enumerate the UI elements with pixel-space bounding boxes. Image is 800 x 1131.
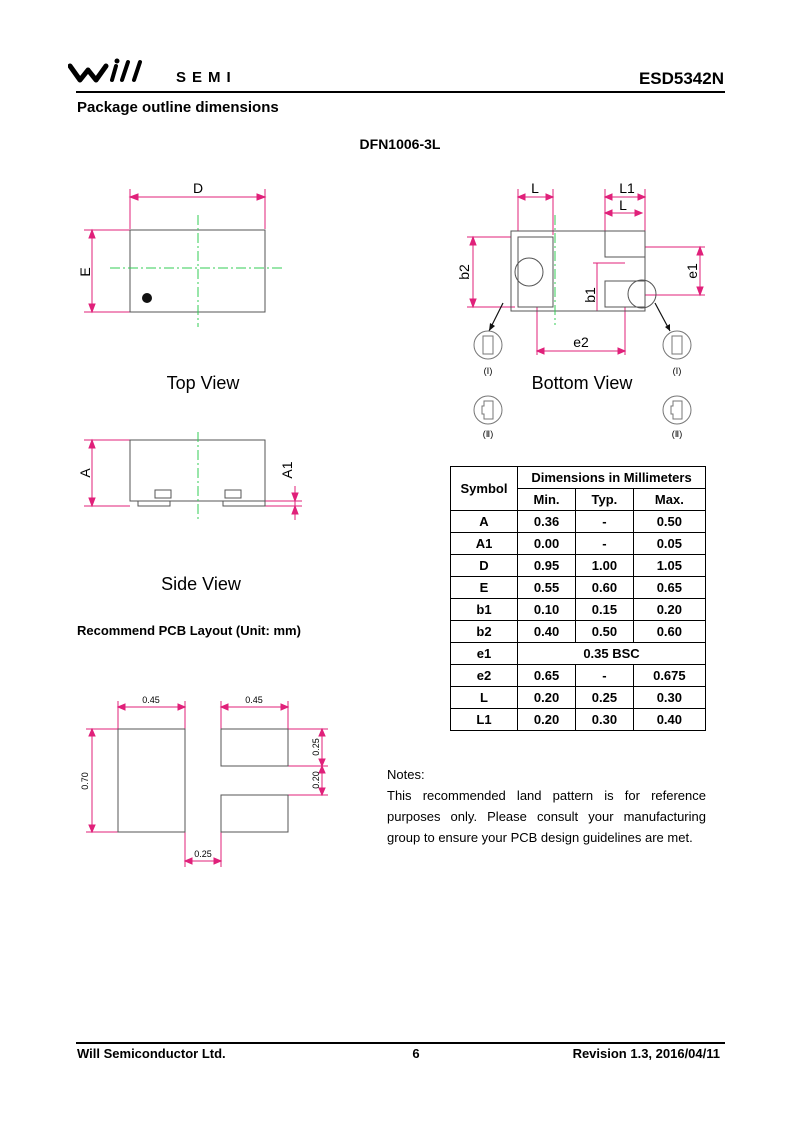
part-number: ESD5342N (638, 69, 724, 88)
footer-revision: Revision 1.3, 2016/04/11 (572, 1046, 720, 1061)
cell-typ: 1.00 (576, 555, 634, 577)
top-view-drawing (70, 175, 310, 395)
table-row (451, 665, 706, 687)
cell-max: 0.675 (633, 665, 705, 687)
pin-variant-2-left: (Ⅱ) (482, 429, 494, 439)
brand-text: SEMI (176, 69, 237, 86)
footer-rule (76, 1042, 725, 1044)
dim-label-A: A (77, 468, 93, 478)
dim-label-b2: b2 (456, 264, 472, 280)
cell-typ: 0.30 (576, 709, 634, 731)
pcb-dim-height: 0.70 (80, 772, 90, 790)
cell-max: 0.05 (633, 533, 705, 555)
dim-label-E: E (77, 267, 93, 277)
cell-symbol: e2 (451, 665, 518, 687)
dim-label-e2: e2 (573, 334, 589, 350)
cell-min: 0.95 (518, 555, 576, 577)
notes-block (387, 764, 706, 848)
cell-symbol: A (451, 511, 518, 533)
cell-max: 0.50 (633, 511, 705, 533)
dimensions-table (450, 466, 706, 731)
package-title: DFN1006-3L (359, 136, 441, 152)
footer-company: Will Semiconductor Ltd. (77, 1046, 226, 1061)
cell-max: 1.05 (633, 555, 705, 577)
pcb-dim-left-width: 0.45 (142, 695, 160, 705)
cell-symbol: L1 (451, 709, 518, 731)
cell-min: 0.40 (518, 621, 576, 643)
cell-symbol: e1 (451, 643, 518, 665)
table-row (451, 709, 706, 731)
cell-typ: 0.25 (576, 687, 634, 709)
col-typ-header: Typ. (576, 489, 634, 511)
cell-max: 0.40 (633, 709, 705, 731)
notes-body: This recommended land pattern is for reference purposes only. Please consult your manufacturing group to ensure your PCB design guidelines are met. (387, 788, 706, 845)
table-row (451, 599, 706, 621)
cell-symbol: A1 (451, 533, 518, 555)
side-view-drawing (70, 430, 310, 600)
symbol-header: Symbol (451, 467, 518, 511)
cell-min: 0.00 (518, 533, 576, 555)
col-min-header: Min. (518, 489, 576, 511)
dim-label-L-inner: L (619, 197, 627, 213)
bottom-view-drawing (455, 175, 715, 445)
cell-typ: - (576, 511, 634, 533)
pcb-dim-right-width: 0.45 (245, 695, 263, 705)
cell-symbol: b1 (451, 599, 518, 621)
table-row (451, 511, 706, 533)
table-row (451, 621, 706, 643)
cell-max: 0.60 (633, 621, 705, 643)
dim-label-D: D (192, 180, 204, 196)
pin-variant-1-left: (Ⅰ) (483, 366, 493, 376)
cell-min: 0.65 (518, 665, 576, 687)
company-logo (68, 58, 168, 86)
cell-min: 0.10 (518, 599, 576, 621)
col-max-header: Max. (633, 489, 705, 511)
table-row (451, 643, 706, 665)
cell-min: 0.36 (518, 511, 576, 533)
pcb-layout-title: Recommend PCB Layout (Unit: mm) (77, 623, 301, 638)
pcb-dim-spacing: 0.25 (194, 849, 212, 859)
cell-min: 0.20 (518, 687, 576, 709)
cell-max: 0.20 (633, 599, 705, 621)
pcb-dim-pad-gap: 0.20 (311, 771, 321, 789)
dim-label-e1: e1 (684, 263, 700, 279)
bottom-view-caption: Bottom View (531, 373, 633, 393)
dim-label-A1: A1 (279, 461, 295, 479)
table-row (451, 533, 706, 555)
table-row (451, 687, 706, 709)
group-header: Dimensions in Millimeters (518, 467, 706, 489)
cell-typ: 0.50 (576, 621, 634, 643)
cell-min: 0.55 (518, 577, 576, 599)
cell-typ: - (576, 665, 634, 687)
cell-max: 0.65 (633, 577, 705, 599)
cell-max: 0.30 (633, 687, 705, 709)
dim-label-b1: b1 (582, 287, 598, 303)
dim-label-L1: L1 (619, 180, 635, 196)
pcb-dim-pad-height: 0.25 (311, 738, 321, 756)
cell-typ: 0.60 (576, 577, 634, 599)
cell-symbol: b2 (451, 621, 518, 643)
pcb-layout-drawing (70, 685, 370, 875)
pin-variant-2-right: (Ⅱ) (671, 429, 683, 439)
dim-label-L: L (531, 180, 539, 196)
side-view-caption: Side View (161, 574, 241, 594)
header-rule (76, 91, 725, 93)
table-row (451, 555, 706, 577)
notes-title: Notes: (387, 767, 425, 782)
pin-variant-1-right: (Ⅰ) (672, 366, 682, 376)
cell-typ: - (576, 533, 634, 555)
cell-symbol: E (451, 577, 518, 599)
table-row (451, 577, 706, 599)
cell-symbol: L (451, 687, 518, 709)
cell-bsc-value: 0.35 BSC (518, 643, 706, 665)
cell-symbol: D (451, 555, 518, 577)
cell-min: 0.20 (518, 709, 576, 731)
cell-typ: 0.15 (576, 599, 634, 621)
footer-page-number: 6 (412, 1046, 420, 1061)
top-view-caption: Top View (166, 373, 240, 393)
section-title: Package outline dimensions (77, 99, 279, 116)
